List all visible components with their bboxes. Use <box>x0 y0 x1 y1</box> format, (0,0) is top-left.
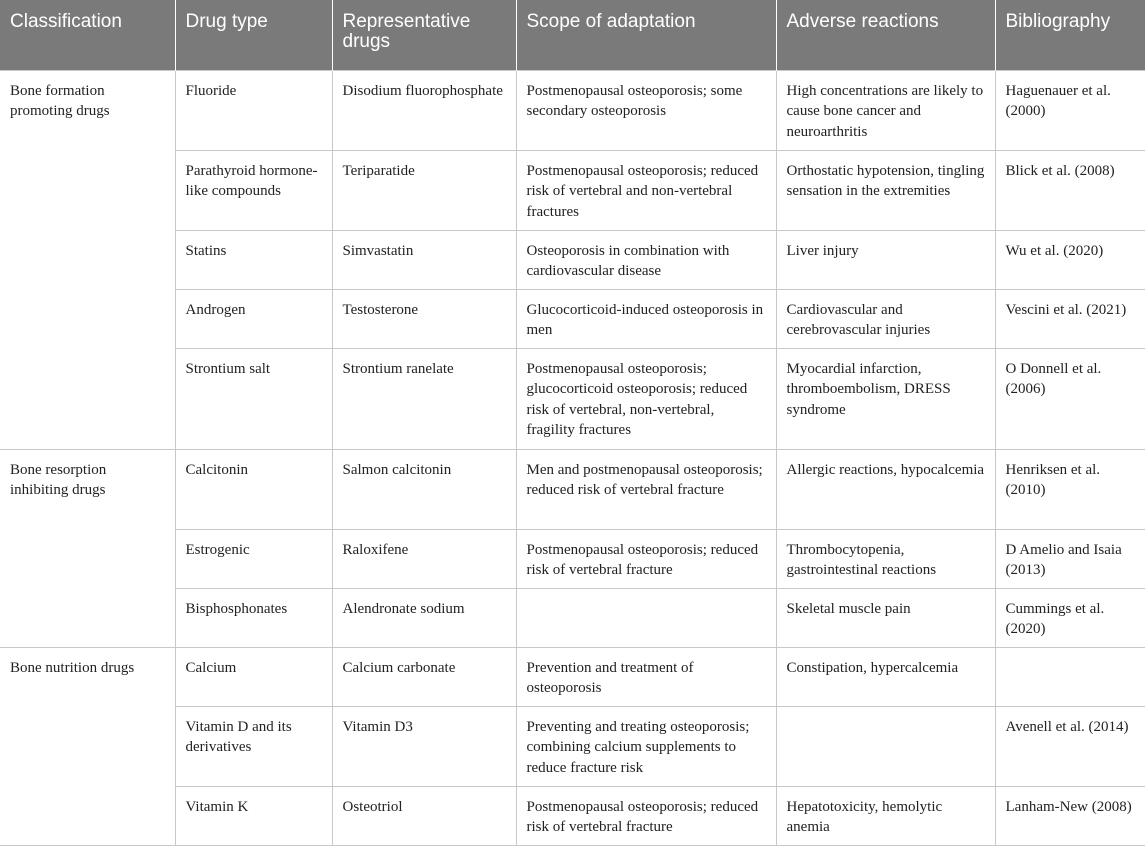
representative-drug-cell: Disodium fluorophosphate <box>332 70 516 150</box>
drug-type-cell: Androgen <box>175 289 332 348</box>
drug-type-cell: Parathyroid hormone-like compounds <box>175 150 332 230</box>
table-body <box>0 70 1145 845</box>
scope-cell: Osteoporosis in combination with cardiovascular disease <box>516 230 776 289</box>
scope-cell: Men and postmenopausal osteoporosis; reduced risk of vertebral fracture <box>516 449 776 529</box>
classification-cell: Bone formation promoting drugs <box>0 70 175 449</box>
bibliography-cell: Lanham-New (2008) <box>995 786 1145 845</box>
bibliography-cell: Vescini et al. (2021) <box>995 289 1145 348</box>
header-row <box>0 0 1145 70</box>
adverse-reactions-cell: Liver injury <box>776 230 995 289</box>
adverse-reactions-cell: Cardiovascular and cerebrovascular injuries <box>776 289 995 348</box>
table-row <box>0 70 1145 150</box>
scope-cell: Postmenopausal osteoporosis; glucocorticoid osteoporosis; reduced risk of vertebral, non-vertebral, fragility fractures <box>516 348 776 449</box>
adverse-reactions-cell: Skeletal muscle pain <box>776 588 995 647</box>
table-header <box>0 0 1145 70</box>
adverse-reactions-cell <box>776 706 995 786</box>
scope-cell: Postmenopausal osteoporosis; reduced risk of vertebral and non-vertebral fractures <box>516 150 776 230</box>
adverse-reactions-cell: Orthostatic hypotension, tingling sensation in the extremities <box>776 150 995 230</box>
drug-type-cell: Bisphosphonates <box>175 588 332 647</box>
bibliography-cell <box>995 647 1145 706</box>
bibliography-cell: O Donnell et al. (2006) <box>995 348 1145 449</box>
header-scope-of-adaptation: Scope of adaptation <box>516 0 776 70</box>
scope-cell: Postmenopausal osteoporosis; reduced risk of vertebral fracture <box>516 786 776 845</box>
scope-cell <box>516 588 776 647</box>
representative-drug-cell: Raloxifene <box>332 529 516 588</box>
adverse-reactions-cell: Constipation, hypercalcemia <box>776 647 995 706</box>
bibliography-cell: Wu et al. (2020) <box>995 230 1145 289</box>
scope-cell: Postmenopausal osteoporosis; some secondary osteoporosis <box>516 70 776 150</box>
representative-drug-cell: Simvastatin <box>332 230 516 289</box>
adverse-reactions-cell: High concentrations are likely to cause bone cancer and neuroarthritis <box>776 70 995 150</box>
bibliography-cell: Cummings et al. (2020) <box>995 588 1145 647</box>
drug-type-cell: Calcium <box>175 647 332 706</box>
scope-cell: Postmenopausal osteoporosis; reduced risk of vertebral fracture <box>516 529 776 588</box>
classification-cell: Bone resorption inhibiting drugs <box>0 449 175 647</box>
drug-type-cell: Statins <box>175 230 332 289</box>
adverse-reactions-cell: Myocardial infarction, thromboembolism, DRESS syndrome <box>776 348 995 449</box>
drug-type-cell: Vitamin D and its derivatives <box>175 706 332 786</box>
representative-drug-cell: Strontium ranelate <box>332 348 516 449</box>
representative-drug-cell: Calcium carbonate <box>332 647 516 706</box>
representative-drug-cell: Teriparatide <box>332 150 516 230</box>
representative-drug-cell: Osteotriol <box>332 786 516 845</box>
bibliography-cell: Henriksen et al. (2010) <box>995 449 1145 529</box>
bibliography-cell: Haguenauer et al. (2000) <box>995 70 1145 150</box>
scope-cell: Preventing and treating osteoporosis; combining calcium supplements to reduce fracture risk <box>516 706 776 786</box>
drug-type-cell: Vitamin K <box>175 786 332 845</box>
representative-drug-cell: Alendronate sodium <box>332 588 516 647</box>
drug-type-cell: Strontium salt <box>175 348 332 449</box>
scope-cell: Prevention and treatment of osteoporosis <box>516 647 776 706</box>
header-drug-type: Drug type <box>175 0 332 70</box>
bibliography-cell: Blick et al. (2008) <box>995 150 1145 230</box>
scope-cell: Glucocorticoid-induced osteoporosis in men <box>516 289 776 348</box>
drug-type-cell: Estrogenic <box>175 529 332 588</box>
classification-cell: Bone nutrition drugs <box>0 647 175 845</box>
representative-drug-cell: Vitamin D3 <box>332 706 516 786</box>
bibliography-cell: D Amelio and Isaia (2013) <box>995 529 1145 588</box>
adverse-reactions-cell: Hepatotoxicity, hemolytic anemia <box>776 786 995 845</box>
header-adverse-reactions: Adverse reactions <box>776 0 995 70</box>
adverse-reactions-cell: Thrombocytopenia, gastrointestinal reactions <box>776 529 995 588</box>
representative-drug-cell: Testosterone <box>332 289 516 348</box>
drug-type-cell: Calcitonin <box>175 449 332 529</box>
table-row <box>0 647 1145 706</box>
header-bibliography: Bibliography <box>995 0 1145 70</box>
representative-drug-cell: Salmon calcitonin <box>332 449 516 529</box>
header-representative-drugs: Representative drugs <box>332 0 516 70</box>
header-classification: Classification <box>0 0 175 70</box>
table-row <box>0 449 1145 529</box>
drug-type-cell: Fluoride <box>175 70 332 150</box>
adverse-reactions-cell: Allergic reactions, hypocalcemia <box>776 449 995 529</box>
bibliography-cell: Avenell et al. (2014) <box>995 706 1145 786</box>
